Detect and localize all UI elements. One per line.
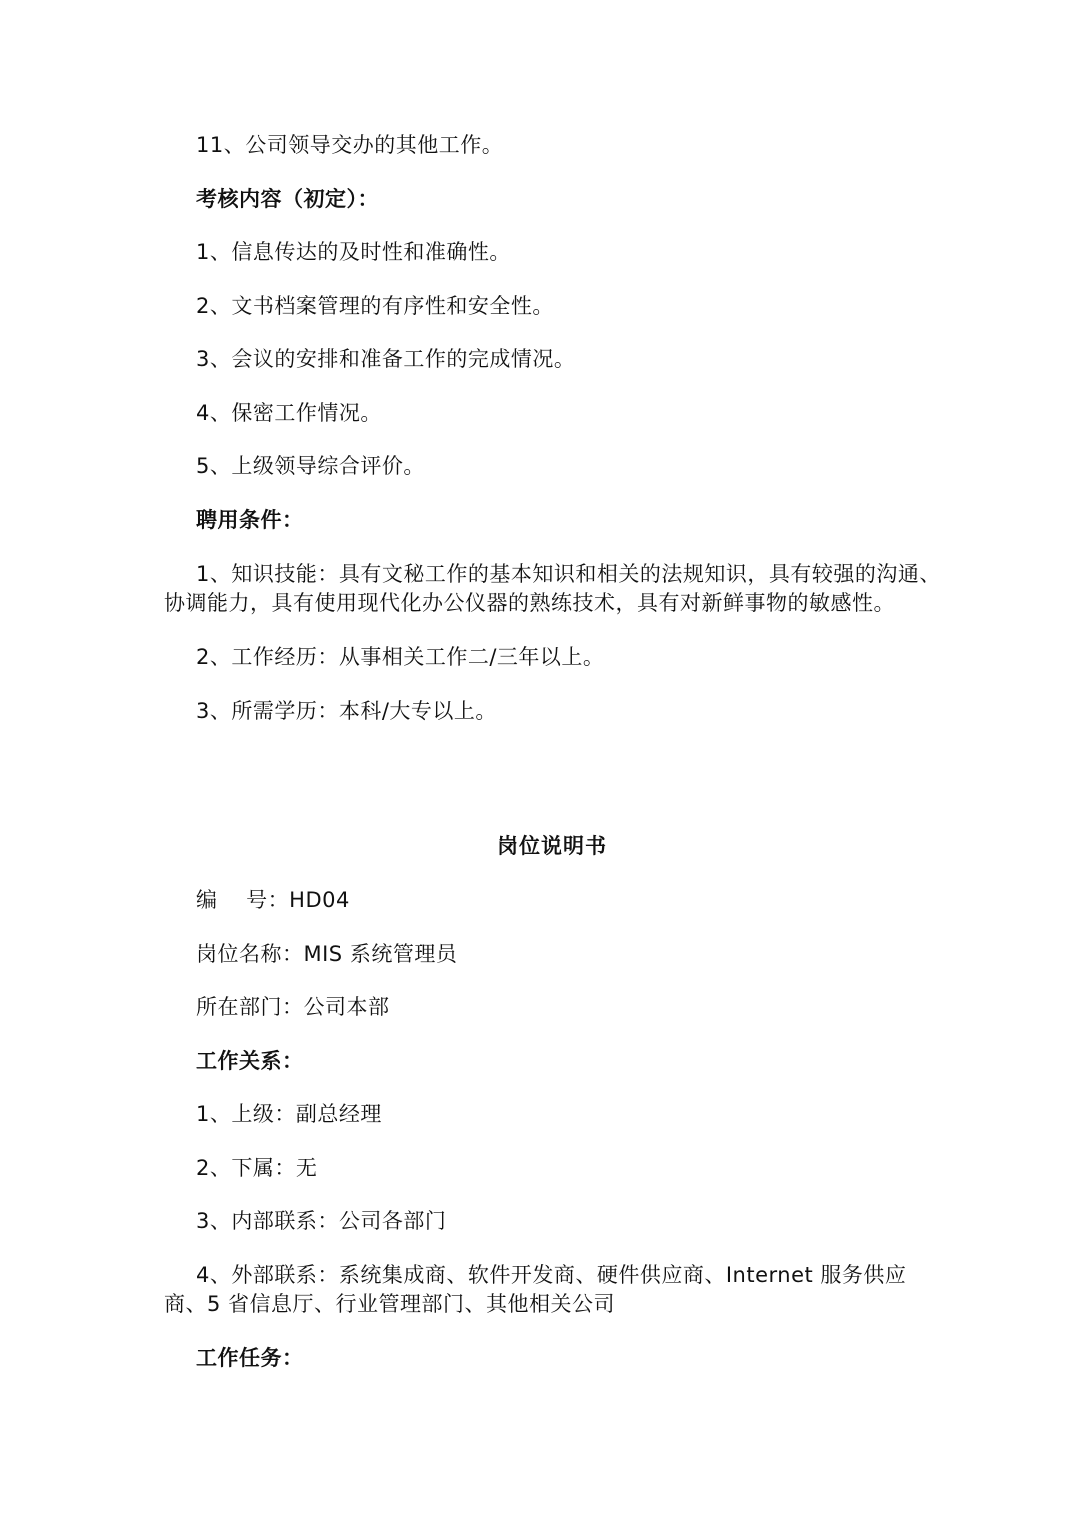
hiring-item-2: 2、工作经历：从事相关工作二/三年以上。 — [196, 645, 605, 669]
assessment-item-4: 4、保密工作情况。 — [196, 401, 382, 425]
position-name-line: 岗位名称：MIS 系统管理员 — [196, 942, 458, 966]
assessment-item-5: 5、上级领导综合评价。 — [196, 454, 425, 478]
work-tasks-heading: 工作任务： — [196, 1346, 304, 1370]
code-line: 编 号：HD04 — [196, 888, 350, 912]
work-relations-heading: 工作关系： — [196, 1049, 304, 1073]
section-title: 岗位说明书 — [497, 834, 607, 858]
hiring-heading: 聘用条件： — [196, 508, 304, 532]
relation-item-4-line-1: 4、外部联系：系统集成商、软件开发商、硬件供应商、Internet 服务供应 — [196, 1263, 907, 1287]
relation-item-4 — [164, 1261, 906, 1319]
hiring-item-1-line-1: 1、知识技能：具有文秘工作的基本知识和相关的法规知识，具有较强的沟通、 — [196, 562, 941, 586]
department-line: 所在部门：公司本部 — [196, 995, 390, 1019]
assessment-heading: 考核内容（初定）： — [196, 187, 379, 211]
hiring-item-1 — [164, 560, 941, 618]
relation-item-4-line-2: 商、5 省信息厅、行业管理部门、其他相关公司 — [164, 1292, 616, 1316]
hiring-item-3: 3、所需学历：本科/大专以上。 — [196, 699, 497, 723]
hiring-item-1-line-2: 协调能力，具有使用现代化办公仪器的熟练技术，具有对新鲜事物的敏感性。 — [164, 591, 895, 615]
task-item-11: 11、公司领导交办的其他工作。 — [196, 133, 504, 157]
assessment-item-3: 3、会议的安排和准备工作的完成情况。 — [196, 347, 576, 371]
assessment-item-1: 1、信息传达的及时性和准确性。 — [196, 240, 511, 264]
relation-item-1: 1、上级：副总经理 — [196, 1102, 382, 1126]
relation-item-3: 3、内部联系：公司各部门 — [196, 1209, 447, 1233]
assessment-item-2: 2、文书档案管理的有序性和安全性。 — [196, 294, 554, 318]
relation-item-2: 2、下属：无 — [196, 1156, 318, 1180]
